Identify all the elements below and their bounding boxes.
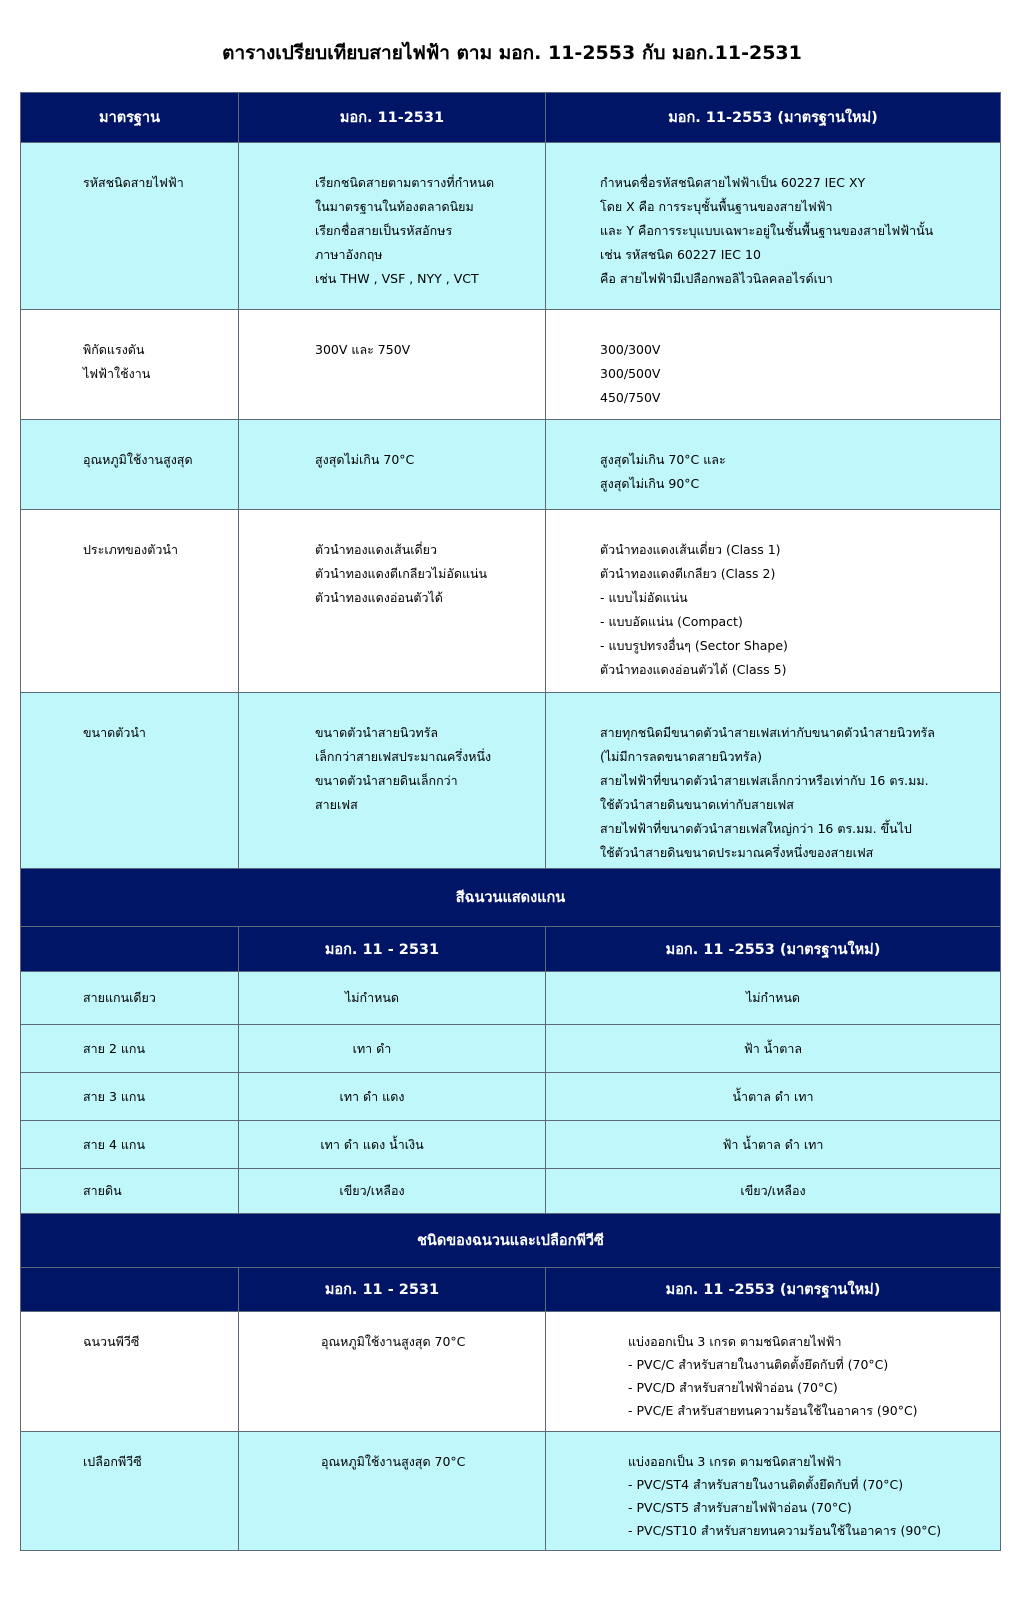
old-text: สายเฟส xyxy=(315,797,358,812)
new-text: - PVC/E สำหรับสายทนความร้อนใช้ในอาคาร (90°C) xyxy=(628,1403,918,1418)
new-text: สายไฟฟ้าที่ขนาดตัวนำสายเฟสเล็กกว่าหรือเท่ากับ 16 ตร.มม. xyxy=(600,773,929,788)
new-text: - PVC/D สำหรับสายไฟฟ้าอ่อน (70°C) xyxy=(628,1380,838,1395)
old-text: เรียกชนิดสายตามตารางที่กำหนด xyxy=(315,175,495,190)
comparison-table xyxy=(20,92,1001,1551)
new-text: - แบบอัดแน่น (Compact) xyxy=(600,614,743,629)
old-color: เขียว/เหลือง xyxy=(239,1169,546,1214)
new-color: ฟ้า น้ำตาล ดำ เทา xyxy=(546,1121,1001,1169)
subheader-new: มอก. 11 -2553 (มาตรฐานใหม่) xyxy=(546,1268,1001,1312)
new-text: ตัวนำทองแดงอ่อนตัวได้ (Class 5) xyxy=(600,662,787,677)
table-row xyxy=(21,693,1001,869)
row-label: ไฟฟ้าใช้งาน xyxy=(83,366,151,381)
new-text: ใช้ตัวนำสายดินขนาดเท่ากับสายเฟส xyxy=(600,797,794,812)
new-text: สายไฟฟ้าที่ขนาดตัวนำสายเฟสใหญ่กว่า 16 ตร.มม. ขึ้นไป xyxy=(600,821,912,836)
new-text: แบ่งออกเป็น 3 เกรด ตามชนิดสายไฟฟ้า xyxy=(628,1334,842,1349)
old-text: ขนาดตัวนำสายนิวทรัล xyxy=(315,725,439,740)
new-text: โดย X คือ การระบุชั้นพื้นฐานของสายไฟฟ้า xyxy=(600,199,833,214)
row-label: สายแกนเดียว xyxy=(21,972,239,1025)
table-row xyxy=(21,1312,1001,1432)
new-text: (ไม่มีการลดขนาดสายนิวทรัล) xyxy=(600,749,762,764)
table-row xyxy=(21,1121,1001,1169)
old-text: อุณหภูมิใช้งานสูงสุด 70°C xyxy=(321,1334,466,1349)
row-label: ขนาดตัวนำ xyxy=(83,725,146,740)
old-text: ตัวนำทองแดงเส้นเดี่ยว xyxy=(315,542,438,557)
new-text: แบ่งออกเป็น 3 เกรด ตามชนิดสายไฟฟ้า xyxy=(628,1454,842,1469)
new-text: สูงสุดไม่เกิน 90°C xyxy=(600,476,700,491)
subheader-row xyxy=(21,927,1001,972)
section-header xyxy=(21,1214,1001,1268)
new-text: สายทุกชนิดมีขนาดตัวนำสายเฟสเท่ากับขนาดตัวนำสายนิวทรัล xyxy=(600,725,935,740)
old-text: 300V และ 750V xyxy=(315,342,411,357)
old-text: ตัวนำทองแดงอ่อนตัวได้ xyxy=(315,590,443,605)
old-text: ในมาตรฐานในท้องตลาดนิยม xyxy=(315,199,474,214)
row-label: ประเภทของตัวนำ xyxy=(83,542,178,557)
new-text: และ Y คือการระบุแบบเฉพาะอยู่ในชั้นพื้นฐานของสายไฟฟ้านั้น xyxy=(600,223,934,238)
new-text: - แบบไม่อัดแน่น xyxy=(600,590,688,605)
table-header-row xyxy=(21,93,1001,143)
old-color: เทา ดำ แดง xyxy=(239,1073,546,1121)
section-title-pvc: ชนิดของฉนวนและเปลือกพีวีซี xyxy=(21,1214,1001,1268)
old-text: เรียกชื่อสายเป็นรหัสอักษร xyxy=(315,223,453,238)
section-title-color: สีฉนวนแสดงแกน xyxy=(21,869,1001,927)
page-title: ตารางเปรียบเทียบสายไฟฟ้า ตาม มอก. 11-2553 กับ มอก.11-2531 xyxy=(222,42,802,64)
new-text: เช่น รหัสชนิด 60227 IEC 10 xyxy=(600,247,761,262)
table-row xyxy=(21,510,1001,693)
subheader-old: มอก. 11 - 2531 xyxy=(239,927,546,972)
row-label: สายดิน xyxy=(21,1169,239,1214)
new-text: - PVC/ST10 สำหรับสายทนความร้อนใช้ในอาคาร (90°C) xyxy=(628,1523,942,1538)
new-color: เขียว/เหลือง xyxy=(546,1169,1001,1214)
header-standard: มาตรฐาน xyxy=(21,93,239,143)
old-text: อุณหภูมิใช้งานสูงสุด 70°C xyxy=(321,1454,466,1469)
new-text: ใช้ตัวนำสายดินขนาดประมาณครึ่งหนึ่งของสายเฟส xyxy=(600,845,874,860)
table-row xyxy=(21,1169,1001,1214)
table-row xyxy=(21,1025,1001,1073)
new-color: ไม่กำหนด xyxy=(546,972,1001,1025)
old-text: เช่น THW , VSF , NYY , VCT xyxy=(315,271,479,286)
row-label: เปลือกพีวีซี xyxy=(83,1454,142,1469)
old-text: เล็กกว่าสายเฟสประมาณครึ่งหนึ่ง xyxy=(315,749,492,764)
new-text: - PVC/C สำหรับสายในงานติดตั้งยึดกับที่ (70°C) xyxy=(628,1357,889,1372)
table-row xyxy=(21,143,1001,310)
row-label: สาย 4 แกน xyxy=(21,1121,239,1169)
table-row xyxy=(21,420,1001,510)
new-text: 300/300V xyxy=(600,342,661,357)
subheader-row xyxy=(21,1268,1001,1312)
table-row xyxy=(21,310,1001,420)
table-row xyxy=(21,1432,1001,1551)
new-text: - PVC/ST4 สำหรับสายในงานติดตั้งยึดกับที่ (70°C) xyxy=(628,1477,904,1492)
new-color: ฟ้า น้ำตาล xyxy=(546,1025,1001,1073)
table-row xyxy=(21,1073,1001,1121)
section-header xyxy=(21,869,1001,927)
old-color: เทา ดำ แดง น้ำเงิน xyxy=(239,1121,546,1169)
old-color: เทา ดำ xyxy=(239,1025,546,1073)
new-text: สูงสุดไม่เกิน 70°C และ xyxy=(600,452,726,467)
subheader-new: มอก. 11 -2553 (มาตรฐานใหม่) xyxy=(546,927,1001,972)
header-new-standard: มอก. 11-2553 (มาตรฐานใหม่) xyxy=(546,93,1001,143)
subheader-old: มอก. 11 - 2531 xyxy=(239,1268,546,1312)
row-label: สาย 2 แกน xyxy=(21,1025,239,1073)
old-text: ขนาดตัวนำสายดินเล็กกว่า xyxy=(315,773,458,788)
old-color: ไม่กำหนด xyxy=(239,972,546,1025)
new-text: ตัวนำทองแดงตีเกลียว (Class 2) xyxy=(600,566,776,581)
new-text: ตัวนำทองแดงเส้นเดี่ยว (Class 1) xyxy=(600,542,781,557)
new-text: - PVC/ST5 สำหรับสายไฟฟ้าอ่อน (70°C) xyxy=(628,1500,852,1515)
header-old-standard: มอก. 11-2531 xyxy=(239,93,546,143)
old-text: ตัวนำทองแดงตีเกลียวไม่อัดแน่น xyxy=(315,566,488,581)
new-text: กำหนดชื่อรหัสชนิดสายไฟฟ้าเป็น 60227 IEC XY xyxy=(600,175,866,190)
table-row xyxy=(21,972,1001,1025)
old-text: สูงสุดไม่เกิน 70°C xyxy=(315,452,415,467)
new-color: น้ำตาล ดำ เทา xyxy=(546,1073,1001,1121)
old-text: ภาษาอังกฤษ xyxy=(315,247,383,262)
row-label: พิกัดแรงดัน xyxy=(83,342,145,357)
new-text: คือ สายไฟฟ้ามีเปลือกพอลิไวนิลคลอไรด์เบา xyxy=(600,271,833,286)
row-label: รหัสชนิดสายไฟฟ้า xyxy=(83,175,184,190)
row-label: อุณหภูมิใช้งานสูงสุด xyxy=(83,452,193,467)
new-text: 300/500V xyxy=(600,366,661,381)
new-text: 450/750V xyxy=(600,390,661,405)
new-text: - แบบรูปทรงอื่นๆ (Sector Shape) xyxy=(600,638,788,653)
row-label: สาย 3 แกน xyxy=(21,1073,239,1121)
row-label: ฉนวนพีวีซี xyxy=(83,1334,140,1349)
